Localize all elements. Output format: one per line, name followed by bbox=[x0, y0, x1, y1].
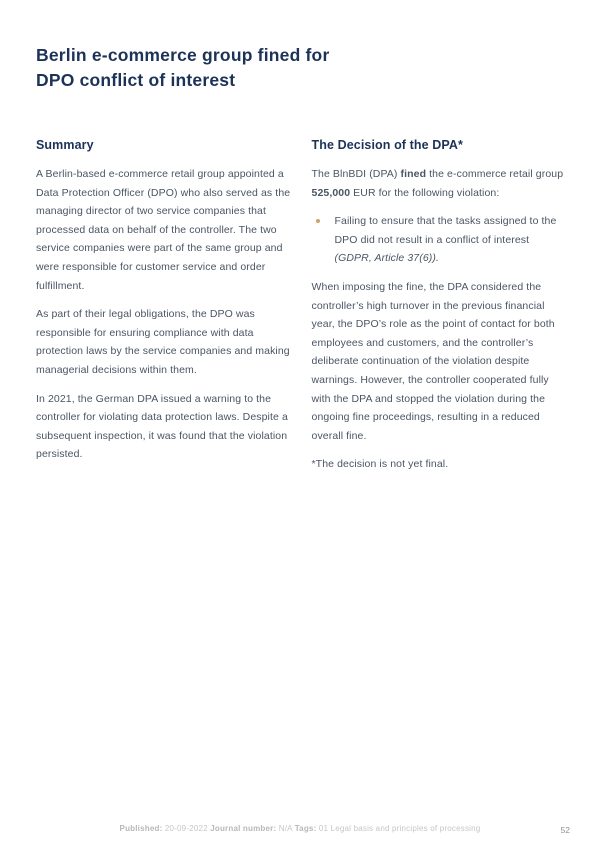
decision-intro-pre: The BlnBDI (DPA) bbox=[311, 168, 401, 180]
decision-intro-post: EUR for the following violation: bbox=[350, 186, 500, 199]
decision-intro-paragraph bbox=[312, 165, 569, 202]
journal-number-value: N/A bbox=[276, 824, 295, 833]
decision-detail-paragraph: When imposing the fine, the DPA considered the controller’s high turnover in the previous financial year, the DPO’s role as the point of contact for both employees and customers, and the controller’s deliberate continuation of the violation despite warnings. However, the controller cooperated fully with the DPA and stopped the violation during the ongoing fine proceedings, resulting in a reduced overall fine. bbox=[311, 280, 555, 442]
page-title-line2: DPO conflict of interest bbox=[36, 69, 236, 90]
tags-label: Tags: bbox=[294, 824, 317, 833]
published-label: Published: bbox=[119, 824, 163, 833]
summary-column bbox=[36, 138, 293, 484]
tags-value: 01 Legal basis and principles of processing bbox=[316, 824, 481, 833]
published-value: 20-09-2022 bbox=[162, 824, 211, 833]
page-title bbox=[36, 43, 564, 93]
page-number: 52 bbox=[560, 825, 570, 835]
gdpr-article-citation: (GDPR, Article 37(6)). bbox=[334, 252, 439, 265]
violation-list-item bbox=[312, 212, 569, 268]
decision-column bbox=[312, 138, 569, 484]
summary-body bbox=[36, 165, 293, 464]
decision-intro-mid: the e-commerce retail group bbox=[426, 168, 564, 180]
decision-heading: The Decision of the DPA* bbox=[311, 138, 463, 152]
decision-body bbox=[312, 165, 569, 474]
journal-number-label: Journal number: bbox=[210, 824, 277, 833]
summary-paragraph: As part of their legal obligations, the DPO was responsible for ensuring compliance with data protection laws by the service companies and making managerial decisions within them. bbox=[36, 308, 290, 376]
bullet-dot-icon bbox=[316, 219, 320, 223]
decision-fine-amount: 525,000 bbox=[311, 186, 351, 199]
summary-paragraph: In 2021, the German DPA issued a warning to the controller for violating data protection laws. Despite a subsequent inspection, it was found that the violation persisted. bbox=[36, 392, 288, 461]
summary-paragraph: A Berlin-based e-commerce retail group appointed a Data Protection Officer (DPO) who also served as the managing director of two service companies that processed data on behalf of the controller. The two service companies were part of the same group and were responsible for customer service and order fulfillment. bbox=[36, 168, 291, 292]
page-title-line1: Berlin e-commerce group fined for bbox=[36, 44, 330, 65]
decision-intro-fined: fined bbox=[400, 168, 427, 180]
summary-heading: Summary bbox=[36, 138, 94, 152]
decision-footnote: *The decision is not yet final. bbox=[311, 458, 449, 471]
violation-description: Failing to ensure that the tasks assigned to the DPO did not result in a conflict of interest bbox=[334, 215, 557, 246]
content-columns bbox=[36, 138, 568, 484]
footer-metadata bbox=[0, 824, 600, 834]
violation-text bbox=[335, 212, 569, 268]
